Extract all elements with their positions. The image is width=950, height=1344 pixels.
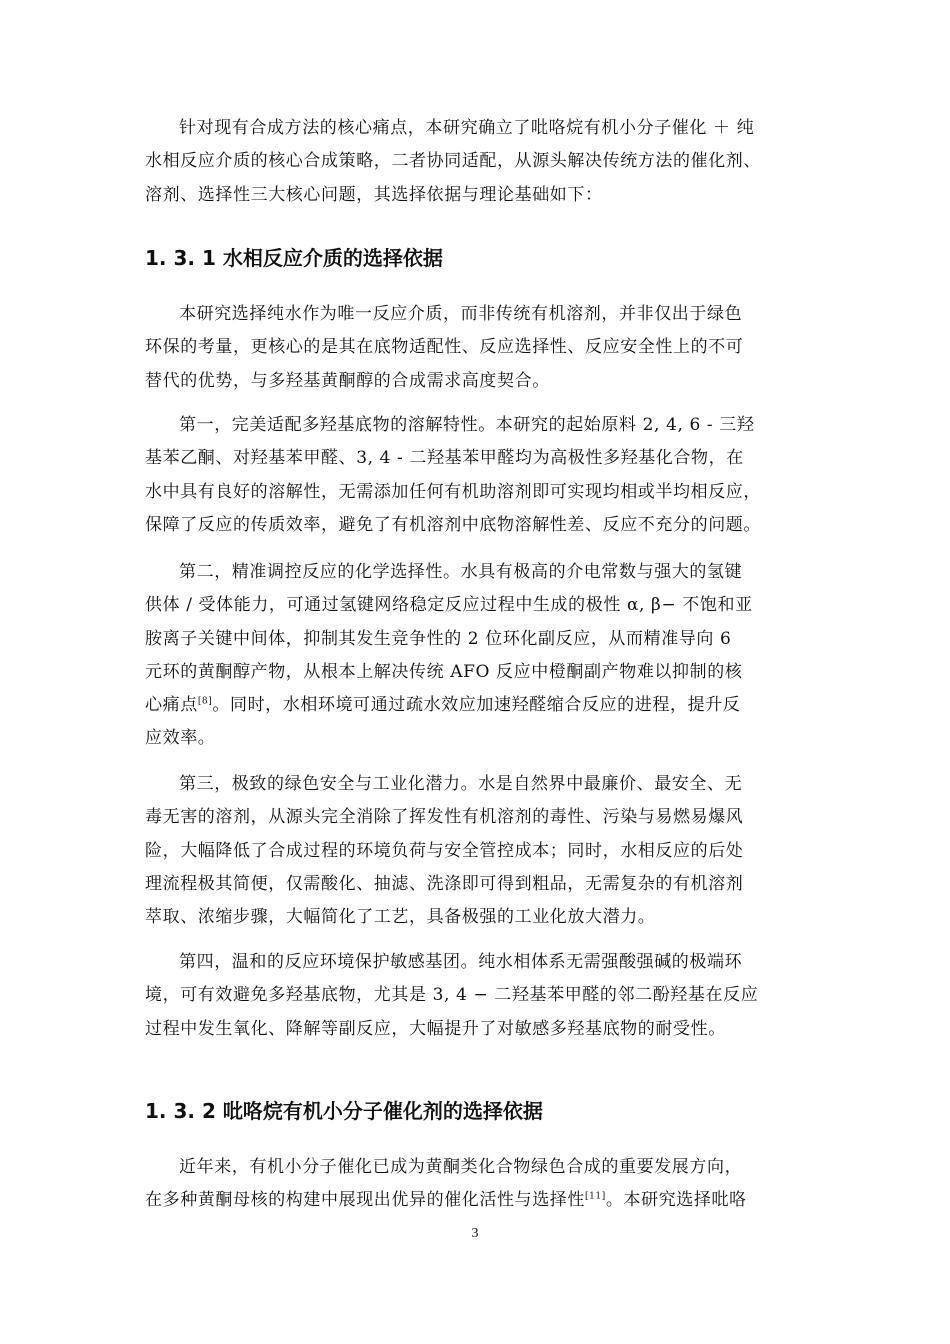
intro-paragraph: [145, 112, 807, 212]
text-line: 针对现有合成方法的核心痛点，本研究确立了吡咯烷有机小分子催化 ＋ 纯: [179, 118, 755, 138]
text-line: 第三，极致的绿色安全与工业化潜力。水是自然界中最廉价、最安全、无: [179, 774, 743, 794]
text-line: 胺离子关键中间体，抑制其发生竞争性的 2 位环化副反应，从而精准导向 6: [145, 628, 732, 649]
text-line: 过程中发生氧化、降解等副反应，大幅提升了对敏感多羟基底物的耐受性。: [145, 1018, 726, 1039]
page-number: 3: [471, 1226, 479, 1241]
text-line: 本研究选择纯水作为唯一反应介质，而非传统有机溶剂，并非仅出于绿色: [179, 304, 743, 324]
text-line: 险，大幅降低了合成过程的环境负荷与安全管控成本；同时，水相反应的后处: [145, 840, 744, 861]
text-line: 理流程极其简便，仅需酸化、抽滤、洗涤即可得到粗品，无需复杂的有机溶剂: [145, 873, 744, 894]
text-line: 第四，温和的反应环境保护敏感基团。纯水相体系无需强酸强碱的极端环: [179, 952, 743, 972]
paragraph: [145, 409, 807, 542]
paragraph: [145, 946, 807, 1046]
text-line: 供体 / 受体能力，可通过氢键网络稳定反应过程中生成的极性 α, β− 不饱和亚: [145, 595, 753, 616]
text-line: 替代的优势，与多羟基黄酮醇的合成需求高度契合。: [145, 370, 550, 391]
section-heading-1-3-2: 1. 3. 2 吡咯烷有机小分子催化剂的选择依据: [145, 1099, 543, 1123]
text-line: 环保的考量，更核心的是其在底物适配性、反应选择性、反应安全性上的不可: [145, 337, 744, 358]
text-segment: 。同时，水相环境可通过疏水效应加速羟醛缩合反应的进程，提升反: [212, 695, 741, 716]
text-line: 水中具有良好的溶解性，无需添加任何有机助溶剂即可实现均相或半均相反应，: [145, 481, 761, 502]
paragraph: [145, 1151, 807, 1218]
text-line: 第二，精准调控反应的化学选择性。水具有极高的介电常数与强大的氢键: [179, 562, 743, 582]
paragraph: [145, 768, 807, 934]
text-segment: 心痛点: [145, 695, 198, 716]
text-line: 保障了反应的传质效率，避免了有机溶剂中底物溶解性差、反应不充分的问题。: [145, 514, 761, 535]
citation: [8]: [197, 696, 213, 707]
text-line: [145, 1184, 807, 1217]
text-line: 毒无害的溶剂，从源头完全消除了挥发性有机溶剂的毒性、污染与易燃易爆风: [145, 807, 744, 828]
text-line: 溶剂、选择性三大核心问题，其选择依据与理论基础如下：: [145, 184, 603, 205]
text-line: 境，可有效避免多羟基底物，尤其是 3, 4 − 二羟基苯甲醛的邻二酚羟基在反应: [145, 985, 759, 1006]
text-line: 近年来，有机小分子催化已成为黄酮类化合物绿色合成的重要发展方向，: [179, 1157, 743, 1177]
text-line: 萃取、浓缩步骤，大幅简化了工艺，具备极强的工业化放大潜力。: [145, 907, 656, 928]
paragraph: [145, 298, 807, 398]
text-line: 应效率。: [145, 728, 216, 749]
text-line: 基苯乙酮、对羟基苯甲醛、3, 4 - 二羟基苯甲醛均为高极性多羟基化合物，在: [145, 448, 744, 469]
section-heading-1-3-1: 1. 3. 1 水相反应介质的选择依据: [145, 246, 443, 270]
text-line: 元环的黄酮醇产物，从根本上解决传统 AFO 反应中橙酮副产物难以抑制的核: [145, 661, 743, 682]
text-segment: 在多种黄酮母核的构建中展现出优异的催化活性与选择性: [145, 1190, 585, 1211]
paragraph: [145, 556, 807, 756]
text-line: [145, 689, 807, 722]
text-segment: 。本研究选择吡咯: [605, 1190, 747, 1211]
text-line: 水相反应介质的核心合成策略，二者协同适配，从源头解决传统方法的催化剂、: [145, 151, 761, 172]
citation: [11]: [585, 1191, 606, 1202]
text-line: 第一，完美适配多羟基底物的溶解特性。本研究的起始原料 2, 4, 6 - 三羟: [179, 415, 755, 435]
